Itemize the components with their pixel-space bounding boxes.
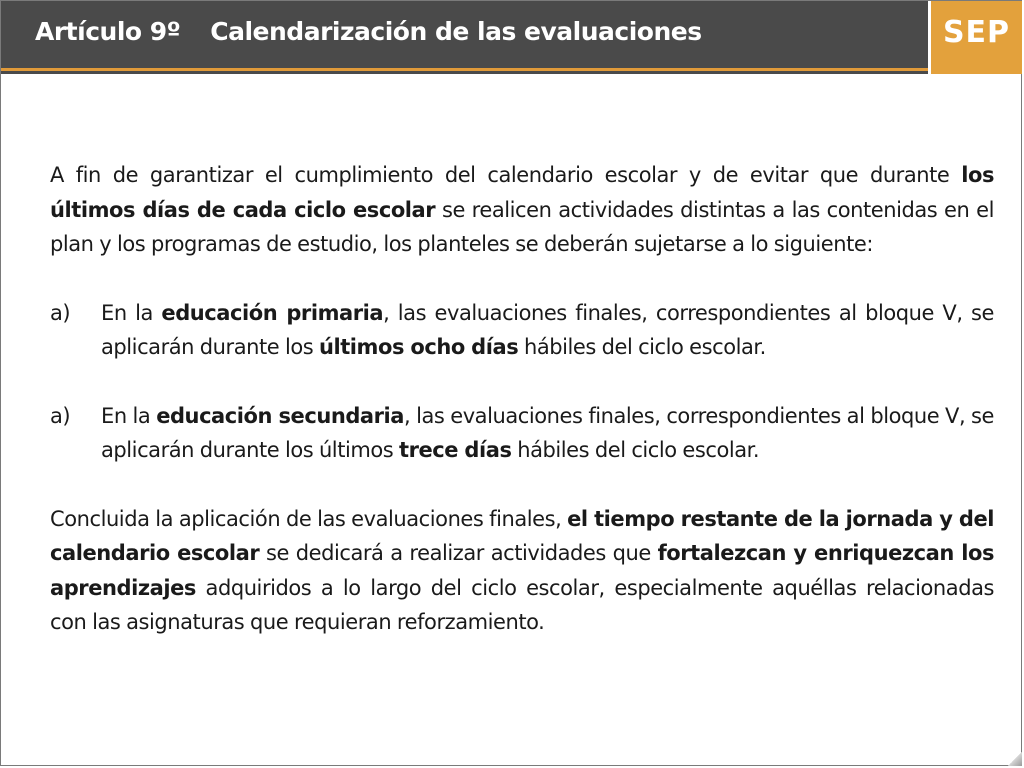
page-curl-corner (1008, 752, 1022, 766)
sep-logo-text: SEP (942, 15, 1011, 50)
list-item-primaria: a) En la educación primaria, las evaluaciones finales, correspondientes al bloque V, se aplicarán durante los últimos ocho días hábiles del ciclo escolar. (50, 296, 994, 365)
list-item-secundaria: a) En la educación secundaria, las evaluaciones finales, correspondientes al bloque V, se aplicarán durante los últimos trece días hábiles del ciclo escolar. (50, 399, 994, 468)
header-bar (1, 1, 928, 64)
article-title: Calendarización de las evaluaciones (210, 17, 702, 46)
sep-logo (931, 1, 1022, 74)
conclusion-paragraph: Concluida la aplicación de las evaluaciones finales, el tiempo restante de la jornada y del calendario escolar se dedicará a realizar actividades que fortalezcan y enriquezcan los aprendizajes adquiridos a lo largo del ciclo escolar, especialmente aquéllas relacionadas con las asignaturas que requieran reforzamiento. (50, 506, 995, 634)
intro-paragraph: A fin de garantizar el cumplimiento del calendario escolar y de evitar que durante los últimos días de cada ciclo escolar se realicen actividades distintas a las contenidas en el plan y los programas de estudio, los planteles se deberán sujetarse a lo siguiente: (50, 163, 994, 256)
list-marker: a) (50, 300, 71, 325)
article-body (50, 158, 994, 640)
intro-emphasis: los últimos días de cada ciclo escolar (50, 163, 994, 222)
header-divider-lower (1, 71, 928, 74)
list-marker: a) (50, 403, 71, 428)
article-number: Artículo 9º (35, 17, 181, 46)
page-title (35, 15, 702, 49)
